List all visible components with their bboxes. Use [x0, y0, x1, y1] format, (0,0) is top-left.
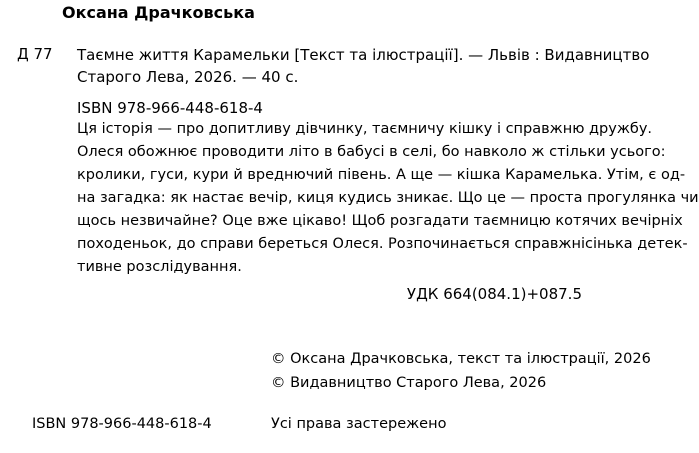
annotation-line: щось незвичайне? Оце вже цікаво! Щоб розгадати таємницю котячих вечірніх — [77, 213, 683, 229]
udk-code: УДК 664(084.1)+087.5 — [406, 285, 582, 303]
bibliographic-entry-line-1: Таємне життя Карамельки [Текст та ілюстрації]. — Львів : Видавництво — [77, 46, 650, 64]
isbn-line: ISBN 978-966-448-618-4 — [77, 99, 263, 117]
library-code: Д 77 — [17, 45, 53, 63]
copyright-author: © Оксана Драчковська, текст та ілюстрації, 2026 — [271, 351, 651, 367]
bibliographic-entry-line-2: Старого Лева, 2026. — 40 с. — [77, 68, 299, 86]
annotation-line: Олеся обожнює проводити літо в бабусі в селі, бо навколо ж стільки усього: — [77, 144, 666, 160]
annotation — [77, 118, 699, 279]
annotation-line: на загадка: як настає вечір, киця кудись зникає. Що це — проста прогулянка чи — [77, 190, 699, 206]
rights-reserved: Усі права застережено — [271, 416, 447, 432]
annotation-line: Ця історія — про допитливу дівчинку, таємничу кішку і справжню дружбу. — [77, 121, 653, 137]
annotation-line: тивне розслідування. — [77, 259, 242, 275]
annotation-line: кролики, гуси, кури й вреднючий півень. А ще — кішка Карамелька. Утім, є од- — [77, 167, 686, 183]
copyright-publisher: © Видавництво Старого Лева, 2026 — [271, 375, 547, 391]
author-name: Оксана Драчковська — [62, 3, 255, 22]
bottom-isbn: ISBN 978-966-448-618-4 — [32, 416, 212, 432]
annotation-line: походеньок, до справи береться Олеся. Розпочинається справжнісінька детек- — [77, 236, 688, 252]
